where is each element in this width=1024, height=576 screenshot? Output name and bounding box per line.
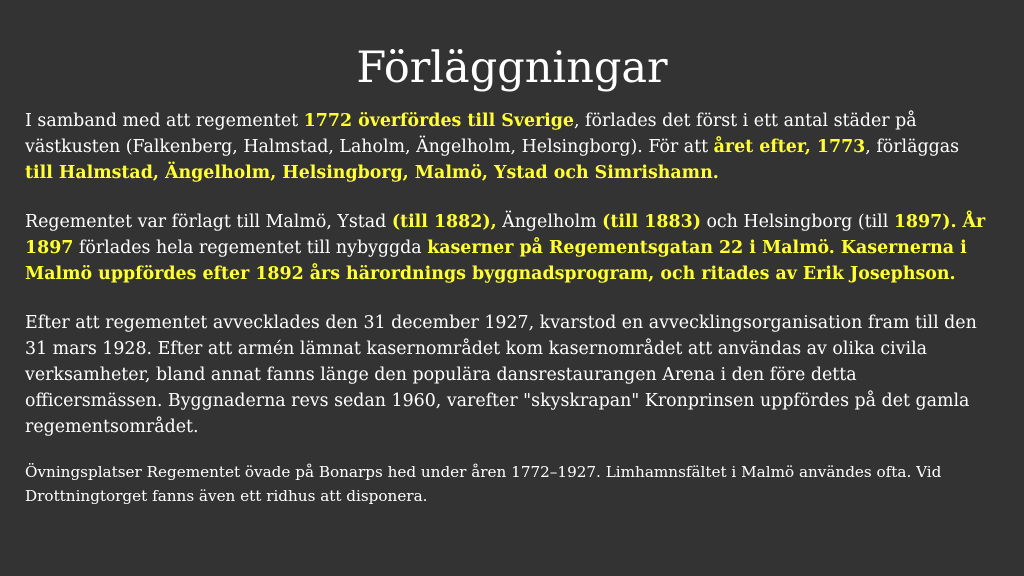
- p2-text-4: förlades hela regementet till nybyggda: [73, 238, 428, 258]
- p1-text-3: , förläggas: [865, 137, 960, 157]
- p2-text-3: och Helsingborg (till: [700, 212, 894, 232]
- slide-title: Förläggningar: [356, 43, 668, 93]
- paragraph-garrisons: [25, 209, 990, 287]
- p1-text-2: , förlades det först i ett antal städer på västkusten (Falkenberg, Halmstad, Laholm, Ängelholm, Helsingborg). För att: [25, 111, 917, 157]
- p1-text-1: I samband med att regementet: [25, 111, 304, 131]
- p2-highlight-3: 1897). År 1897: [25, 212, 986, 258]
- paragraph-relocation-1772: [25, 108, 990, 186]
- p2-text-2: Ängelholm: [496, 212, 603, 232]
- paragraph-training-grounds: Övningsplatser Regementet övade på Bonarps hed under åren 1772–1927. Limhamnsfältet i Malmö användes ofta. Vid Drottningtorget fanns även ett ridhus att disponera.: [25, 463, 942, 505]
- paragraph-decommission: Efter att regementet avvecklades den 31 december 1927, kvarstod en avvecklingsorganisation fram till den 31 mars 1928. Efter att armén lämnat kasernområdet kom kasernområdet att användas av olika civila verksamheter, bland annat fanns länge den populära dansrestaurangen Arena i den före detta officersmässen. Byggnaderna revs sedan 1960, varefter "skyskrapan" Kronprinsen uppfördes på det gamla regementsområdet.: [25, 313, 977, 437]
- p2-highlight-2: (till 1883): [602, 212, 701, 232]
- p2-text-1: Regementet var förlagt till Malmö, Ystad: [25, 212, 392, 232]
- slide-body: [25, 108, 990, 531]
- p1-highlight-1: 1772 överfördes till Sverige: [303, 111, 574, 131]
- p1-highlight-3: till Halmstad, Ängelholm, Helsingborg, Malmö, Ystad och Simrishamn.: [25, 163, 719, 183]
- p1-highlight-2: året efter, 1773: [713, 137, 866, 157]
- p2-highlight-4: kaserner på Regementsgatan 22 i Malmö. Kasernerna i Malmö uppfördes efter 1892 års härordnings byggnadsprogram, och ritades av Erik Josephson.: [25, 238, 967, 284]
- p2-highlight-1: (till 1882),: [391, 212, 497, 232]
